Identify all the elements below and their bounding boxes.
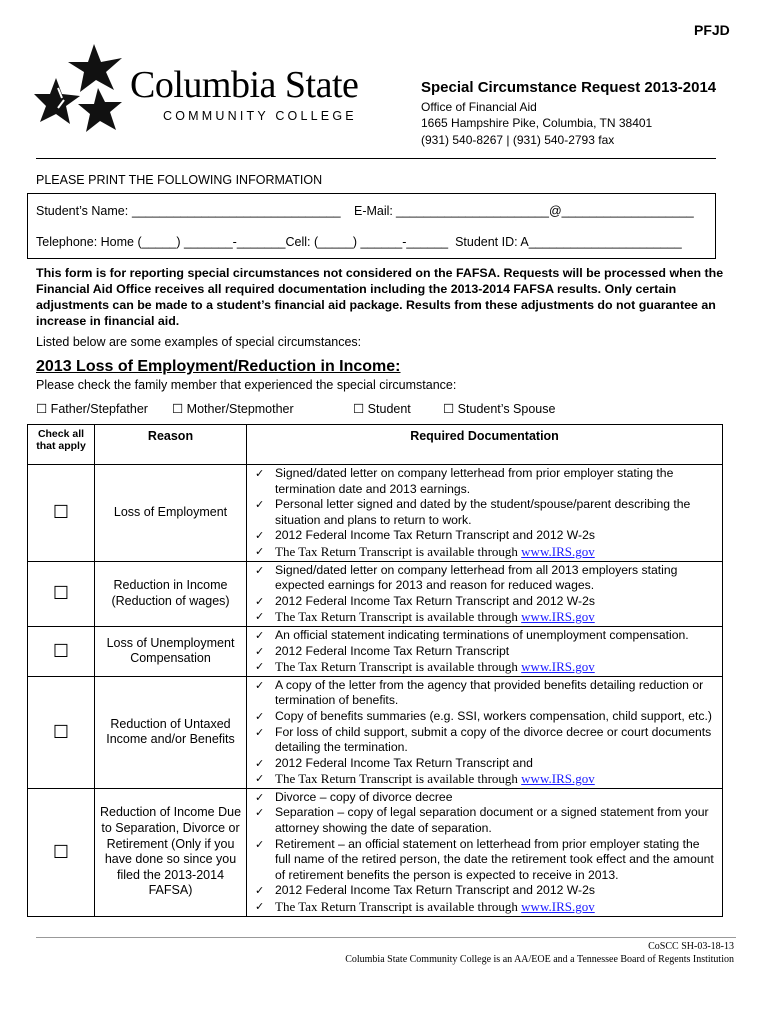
documentation-text: A copy of the letter from the agency that provided benefits detailing reduction or termination of benefits. [275,677,704,708]
documentation-item [255,563,718,594]
checkmark-icon: ✓ [255,900,265,914]
checkmark-icon: ✓ [255,709,265,723]
office-address: 1665 Hampshire Pike, Columbia, TN 38401 [421,116,653,130]
form-revision-code: CoSCC SH-03-18-13 [648,941,734,952]
table-header-row [28,425,723,465]
row-checkbox[interactable]: ☐ [28,676,95,788]
email-label: E-Mail: [354,204,393,218]
row-reason: Loss of Employment [95,465,247,562]
print-instruction: PLEASE PRINT THE FOLLOWING INFORMATION [36,173,323,187]
row-reason: Reduction in Income (Reduction of wages) [95,561,247,626]
documentation-text: Retirement – an official statement on letterhead from prior employer stating the full name of the retired person, the date the retirement took effect and the amount of retirement benefits the person is expected to receive in 2013. [275,836,714,882]
section-instruction: Please check the family member that experienced the special circumstance: [36,378,457,392]
section-title: 2013 Loss of Employment/Reduction in Income: [36,358,401,375]
documentation-item [255,725,718,756]
documentation-item [255,790,718,806]
checkmark-icon: ✓ [255,563,265,577]
member-checkbox-spouse[interactable]: ☐ Student’s Spouse [443,402,556,416]
irs-link[interactable]: www.IRS.gov [521,771,595,787]
table-row [28,626,723,676]
checkmark-icon: ✓ [255,884,265,898]
irs-transcript-item [255,609,718,625]
irs-transcript-item [255,544,718,560]
irs-transcript-item [255,899,718,915]
documentation-item [255,837,718,884]
eoe-statement: Columbia State Community College is an AA/EOE and a Tennessee Board of Regents Institution [345,954,734,965]
examples-intro: Listed below are some examples of special circumstances: [36,335,362,349]
checkmark-icon: ✓ [255,678,265,692]
documentation-text: Divorce – copy of divorce decree [275,789,453,804]
documentation-text: 2012 Federal Income Tax Return Transcript [275,643,510,658]
student-name-label: Student’s Name: [36,204,129,218]
checkmark-icon: ✓ [255,529,265,543]
row-reason: Reduction of Income Due to Separation, Divorce or Retirement (Only if you have done so since you filed the 2013-2014 FAFSA) [95,788,247,916]
irs-transcript-text: The Tax Return Transcript is available through [275,659,518,675]
documentation-text: Personal letter signed and dated by the student/spouse/parent describing the situation and plans to return to work. [275,497,691,527]
documentation-text: Signed/dated letter on company letterhead from prior employer stating the termination date and 2013 earnings. [275,466,674,496]
table-row [28,676,723,788]
documentation-item [255,628,718,644]
documentation-item [255,594,718,610]
row-reason: Reduction of Untaxed Income and/or Benefits [95,676,247,788]
row-documentation [247,465,723,562]
checkmark-icon: ✓ [255,725,265,739]
documentation-item [255,805,718,836]
office-phone: (931) 540-8267 | (931) 540-2793 fax [421,133,615,147]
irs-transcript-item [255,659,718,675]
irs-link[interactable]: www.IRS.gov [521,543,595,559]
documentation-text: 2012 Federal Income Tax Return Transcript and 2012 W-2s [275,883,595,898]
checkmark-icon: ✓ [255,772,265,786]
header-reason: Reason [95,425,247,465]
checkmark-icon: ✓ [255,544,265,558]
row-checkbox[interactable]: ☐ [28,465,95,562]
checkmark-icon: ✓ [255,806,265,820]
documentation-text: 2012 Federal Income Tax Return Transcript and 2012 W-2s [275,593,595,608]
checkmark-icon: ✓ [255,756,265,770]
checkmark-icon: ✓ [255,837,265,851]
checkmark-icon: ✓ [255,610,265,624]
header-check-all: Check all that apply [28,425,95,465]
checkmark-icon: ✓ [255,660,265,674]
irs-transcript-text: The Tax Return Transcript is available through [275,899,518,915]
form-title: Special Circumstance Request 2013-2014 [421,79,717,96]
irs-link[interactable]: www.IRS.gov [521,899,595,915]
student-name-field[interactable]: ______________________________ [132,204,341,218]
documentation-text: Separation – copy of legal separation document or a signed statement from your attorney showing the date of separation. [275,805,709,836]
member-checkbox-mother[interactable]: ☐ Mother/Stepmother [172,402,294,416]
documentation-text: An official statement indicating terminations of unemployment compensation. [275,627,689,642]
table-row [28,788,723,916]
row-reason: Loss of Unemployment Compensation [95,626,247,676]
documentation-text: Copy of benefits summaries (e.g. SSI, workers compensation, child support, etc.) [275,708,712,723]
member-checkbox-student[interactable]: ☐ Student [353,402,411,416]
documentation-text: Signed/dated letter on company letterhead from all 2013 employers stating expected earnings for 2013 and reason for reduced wages. [275,562,678,593]
row-documentation [247,626,723,676]
row-documentation [247,561,723,626]
notice-paragraph: This form is for reporting special circumstances not considered on the FAFSA. Requests will be processed when the Financial Aid Office receives all required documentation including the 2013-2014 FAFSA results. Only certain adjustments can be made to a student’s financial aid package. Results from these adjustments do not guarantee an increase in financial aid. [36,266,724,328]
irs-link[interactable]: www.IRS.gov [521,659,595,675]
row-documentation [247,676,723,788]
documentation-text: 2012 Federal Income Tax Return Transcript and 2012 W-2s [275,528,595,543]
checkmark-icon: ✓ [255,498,265,512]
irs-link[interactable]: www.IRS.gov [521,609,595,625]
checkmark-icon: ✓ [255,790,265,804]
irs-transcript-text: The Tax Return Transcript is available through [275,609,518,625]
row-checkbox[interactable]: ☐ [28,561,95,626]
documentation-item [255,678,718,709]
row-checkbox[interactable]: ☐ [28,626,95,676]
checkmark-icon: ✓ [255,594,265,608]
office-name: Office of Financial Aid [421,100,537,114]
member-checkbox-father[interactable]: ☐ Father/Stepfather [36,402,148,416]
header-divider [36,158,716,159]
logo-wordmark: Columbia State [130,64,359,106]
telephone-id-fields[interactable]: Telephone: Home (_____) _______-_______Cell: (_____) ______-______ Student ID: A______________________ [36,235,682,249]
logo-subtitle: COMMUNITY COLLEGE [163,109,357,123]
table-row [28,465,723,562]
email-field[interactable]: ______________________@___________________ [396,204,694,218]
documentation-item [255,756,718,772]
documentation-item [255,644,718,660]
documentation-item [255,528,718,544]
documentation-item [255,466,718,497]
table-row [28,561,723,626]
documentation-text: 2012 Federal Income Tax Return Transcript and [275,755,533,770]
checkmark-icon: ✓ [255,467,265,480]
irs-transcript-item [255,771,718,787]
documentation-item [255,497,718,528]
checkmark-icon: ✓ [255,628,265,642]
row-documentation [247,788,723,916]
checkmark-icon: ✓ [255,644,265,658]
documentation-item [255,709,718,725]
document-code: PFJD [694,22,730,38]
irs-transcript-text: The Tax Return Transcript is available through [275,771,518,787]
documentation-text: For loss of child support, submit a copy of the divorce decree or court documents detailing the termination. [275,724,712,755]
header-documentation: Required Documentation [247,425,723,465]
circumstance-table [27,424,723,917]
documentation-item [255,883,718,899]
row-checkbox[interactable]: ☐ [28,788,95,916]
irs-transcript-text: The Tax Return Transcript is available through [275,543,518,559]
student-info-box [27,193,716,259]
footer-divider [36,937,736,938]
